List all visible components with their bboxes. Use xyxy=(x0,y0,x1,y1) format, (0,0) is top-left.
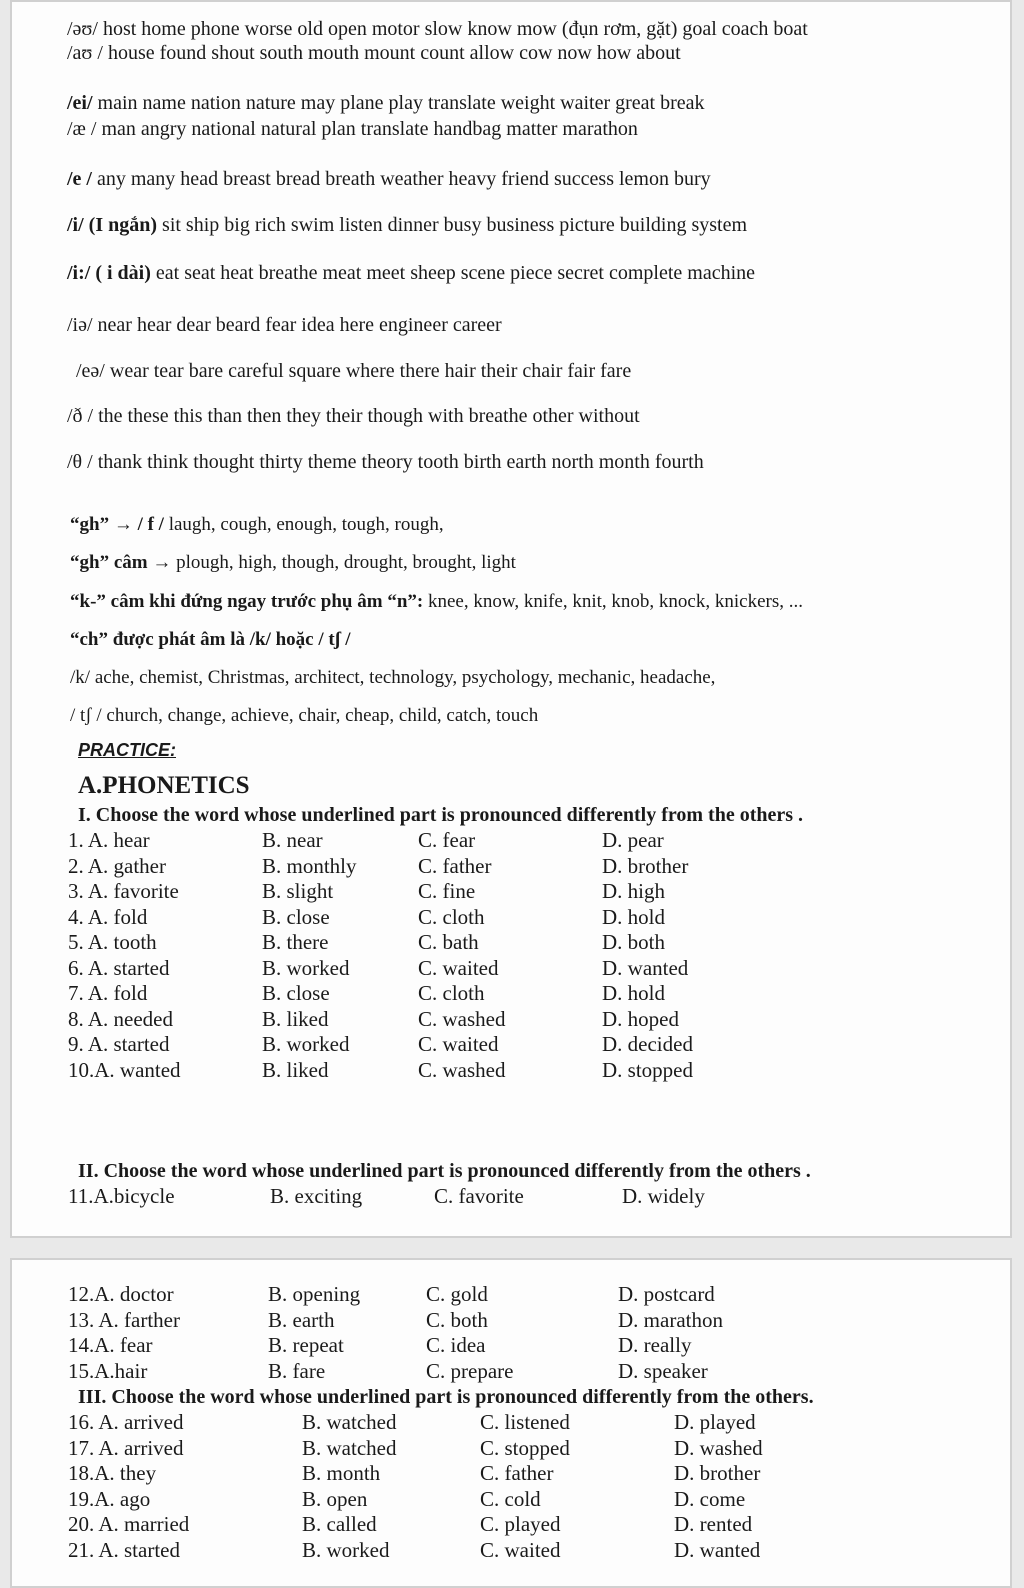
rule-eth xyxy=(67,405,640,428)
question-option-d: D. high xyxy=(602,879,665,903)
question-option-c: C. washed xyxy=(418,1006,506,1031)
question-option-c: C. fear xyxy=(418,828,476,852)
question-option-a: 6. A. started xyxy=(68,955,170,980)
rule-words: wear tear bare careful square where there hair their chair fair fare xyxy=(109,360,632,382)
question-option-a: 16. A. arrived xyxy=(68,1410,184,1434)
rule-symbol: /θ / xyxy=(67,451,93,473)
question-option-c: C. cloth xyxy=(418,904,485,929)
question-option-b: B. fare xyxy=(268,1358,326,1383)
note-label: /k/ xyxy=(70,667,91,688)
question-option-b: B. watched xyxy=(302,1410,397,1434)
note-label: “ch” được phát âm là /k/ hoặc / tʃ / xyxy=(70,629,351,650)
rule-e xyxy=(67,168,711,191)
question-option-d: D. hold xyxy=(602,904,665,929)
question-option-d: D. postcard xyxy=(618,1282,715,1306)
rule-ei xyxy=(67,92,705,115)
question-option-d: D. stopped xyxy=(602,1057,693,1082)
question-option-a: 15.A.hair xyxy=(68,1358,148,1383)
question-option-c: C. bath xyxy=(418,930,479,954)
question-option-a: 1. A. hear xyxy=(68,828,150,852)
question-option-c: C. gold xyxy=(426,1282,488,1306)
section-a-heading: A.PHONETICS xyxy=(78,772,250,799)
note-text: church, change, achieve, chair, cheap, child, catch, touch xyxy=(106,705,539,726)
question-option-b: B. repeat xyxy=(268,1333,344,1357)
question-option-b: B. close xyxy=(262,981,330,1005)
instruction-3: III. Choose the word whose underlined part is pronounced differently from the others. xyxy=(78,1386,814,1408)
question-option-b: B. worked xyxy=(302,1537,390,1562)
question-option-b: B. there xyxy=(262,930,329,954)
question-option-b: B. opening xyxy=(268,1282,361,1306)
question-option-b: B. monthly xyxy=(262,853,357,878)
note-text: knee, know, knife, knit, knob, knock, knickers, ... xyxy=(427,591,803,612)
question-option-a: 10.A. wanted xyxy=(68,1057,181,1082)
question-option-c: C. favorite xyxy=(434,1184,524,1208)
note-text: plough, high, though, drought, brought, light xyxy=(176,552,516,573)
question-option-d: D. wanted xyxy=(674,1537,761,1562)
rule-theta xyxy=(67,451,704,474)
rule-symbol: /e / xyxy=(67,168,92,190)
question-option-a: 17. A. arrived xyxy=(68,1435,184,1460)
rule-words: any many head breast bread breath weather heavy friend success lemon bury xyxy=(97,168,711,190)
question-option-b: B. slight xyxy=(262,879,334,903)
note-label: “k-” câm khi đứng ngay trước phụ âm “n”: xyxy=(70,591,424,612)
rule-ie xyxy=(67,314,502,337)
question-option-a: 11.A.bicycle xyxy=(68,1184,175,1208)
rule-words: near hear dear beard fear idea here engineer career xyxy=(97,314,502,336)
question-option-c: C. idea xyxy=(426,1333,486,1357)
question-option-c: C. prepare xyxy=(426,1358,514,1383)
rule-ea xyxy=(76,360,631,383)
question-option-a: 5. A. tooth xyxy=(68,930,157,954)
note-k-silent xyxy=(70,591,803,613)
worksheet-page-2 xyxy=(10,1258,1012,1588)
question-option-b: B. liked xyxy=(262,1006,329,1031)
question-option-a: 20. A. married xyxy=(68,1512,190,1536)
question-option-d: D. speaker xyxy=(618,1358,708,1383)
rule-words: sit ship big rich swim listen dinner busy business picture building system xyxy=(162,214,748,236)
question-option-c: C. cloth xyxy=(418,981,485,1005)
question-option-d: D. brother xyxy=(602,853,689,878)
rule-symbol: /i/ (I ngắn) xyxy=(67,214,158,236)
question-option-c: C. waited xyxy=(418,1032,499,1056)
instruction-1: I. Choose the word whose underlined part is pronounced differently from the others . xyxy=(78,804,804,826)
question-option-b: B. close xyxy=(262,904,330,929)
question-option-d: D. played xyxy=(674,1410,756,1434)
question-option-a: 9. A. started xyxy=(68,1032,170,1056)
question-option-b: B. worked xyxy=(262,955,350,980)
note-label: “gh” câm → xyxy=(70,552,172,573)
question-option-d: D. come xyxy=(674,1486,746,1511)
rule-symbol: /æ / xyxy=(67,118,97,140)
rule-symbol: /aʊ / xyxy=(67,42,103,64)
rule-words: thank think thought thirty theme theory tooth birth earth north month fourth xyxy=(97,451,704,473)
rule-ae xyxy=(67,118,638,141)
question-option-b: B. open xyxy=(302,1486,368,1511)
question-option-d: D. marathon xyxy=(618,1307,723,1332)
question-option-d: D. rented xyxy=(674,1512,753,1536)
question-option-c: C. fine xyxy=(418,879,476,903)
question-option-a: 4. A. fold xyxy=(68,904,148,929)
note-tsh xyxy=(70,705,538,727)
rule-au xyxy=(67,42,681,65)
rule-ou xyxy=(67,18,808,41)
practice-heading: PRACTICE: xyxy=(78,740,176,760)
question-option-a: 8. A. needed xyxy=(68,1006,173,1031)
question-option-a: 2. A. gather xyxy=(68,853,166,878)
rule-words: man angry national natural plan translate handbag matter marathon xyxy=(101,118,638,140)
question-option-d: D. both xyxy=(602,930,665,954)
question-option-a: 12.A. doctor xyxy=(68,1282,174,1306)
rule-i-long xyxy=(67,262,755,285)
question-option-b: B. watched xyxy=(302,1435,397,1460)
worksheet-page-1 xyxy=(10,0,1012,1238)
question-option-b: B. earth xyxy=(268,1307,335,1332)
note-label: / tʃ / xyxy=(70,705,102,726)
question-option-c: C. both xyxy=(426,1307,488,1332)
question-option-c: C. father xyxy=(418,853,492,878)
note-gh-silent xyxy=(70,552,516,574)
rule-words: host home phone worse old open motor slow know mow (đụn rơm, gặt) goal coach boat xyxy=(102,18,808,40)
question-option-a: 3. A. favorite xyxy=(68,879,179,903)
rule-symbol: /ð / xyxy=(67,405,94,427)
question-option-b: B. month xyxy=(302,1461,381,1485)
question-option-c: C. waited xyxy=(418,955,499,980)
question-option-c: C. cold xyxy=(480,1486,541,1511)
question-option-b: B. liked xyxy=(262,1057,329,1082)
question-option-d: D. hoped xyxy=(602,1006,679,1031)
rule-symbol: /əʊ/ xyxy=(67,18,98,40)
question-option-d: D. washed xyxy=(674,1435,763,1460)
question-option-c: C. played xyxy=(480,1512,561,1536)
rule-symbol: /iə/ xyxy=(67,314,93,336)
question-option-c: C. washed xyxy=(418,1057,506,1082)
instruction-2: II. Choose the word whose underlined part is pronounced differently from the others . xyxy=(78,1160,811,1182)
question-option-c: C. stopped xyxy=(480,1435,570,1460)
question-option-d: D. decided xyxy=(602,1032,693,1056)
note-ch xyxy=(70,629,351,651)
question-option-a: 7. A. fold xyxy=(68,981,148,1005)
question-option-b: B. near xyxy=(262,828,323,852)
question-option-a: 21. A. started xyxy=(68,1537,180,1562)
rule-words: house found shout south mouth mount count allow cow now how about xyxy=(107,42,681,64)
question-option-a: 13. A. farther xyxy=(68,1307,180,1332)
question-option-d: D. hold xyxy=(602,981,665,1005)
rule-words: the these this than then they their though with breathe other without xyxy=(98,405,640,427)
question-option-a: 18.A. they xyxy=(68,1461,157,1485)
question-option-a: 19.A. ago xyxy=(68,1486,151,1511)
question-option-b: B. exciting xyxy=(270,1184,363,1208)
question-option-a: 14.A. fear xyxy=(68,1333,153,1357)
question-option-d: D. brother xyxy=(674,1461,761,1485)
rule-words: eat seat heat breathe meat meet sheep scene piece secret complete machine xyxy=(155,262,756,284)
rule-symbol: /i:/ ( i dài) xyxy=(67,262,151,284)
question-option-c: C. waited xyxy=(480,1537,561,1562)
note-label: “gh” → / f / xyxy=(70,514,164,535)
question-option-d: D. really xyxy=(618,1333,692,1357)
note-text: ache, chemist, Christmas, architect, technology, psychology, mechanic, headache, xyxy=(94,667,716,688)
rule-words: main name nation nature may plane play translate weight waiter great break xyxy=(97,92,705,114)
rule-i-short xyxy=(67,214,747,237)
rule-symbol: /eə/ xyxy=(76,360,105,382)
rule-symbol: /ei/ xyxy=(67,92,93,114)
question-option-c: C. father xyxy=(480,1461,554,1485)
question-option-c: C. listened xyxy=(480,1410,570,1434)
question-option-d: D. pear xyxy=(602,828,664,852)
question-option-d: D. wanted xyxy=(602,955,689,980)
note-text: laugh, cough, enough, tough, rough, xyxy=(168,514,444,535)
question-option-b: B. called xyxy=(302,1512,377,1536)
question-option-b: B. worked xyxy=(262,1032,350,1056)
question-option-d: D. widely xyxy=(622,1184,705,1208)
note-k xyxy=(70,667,715,689)
note-gh-f xyxy=(70,514,444,536)
